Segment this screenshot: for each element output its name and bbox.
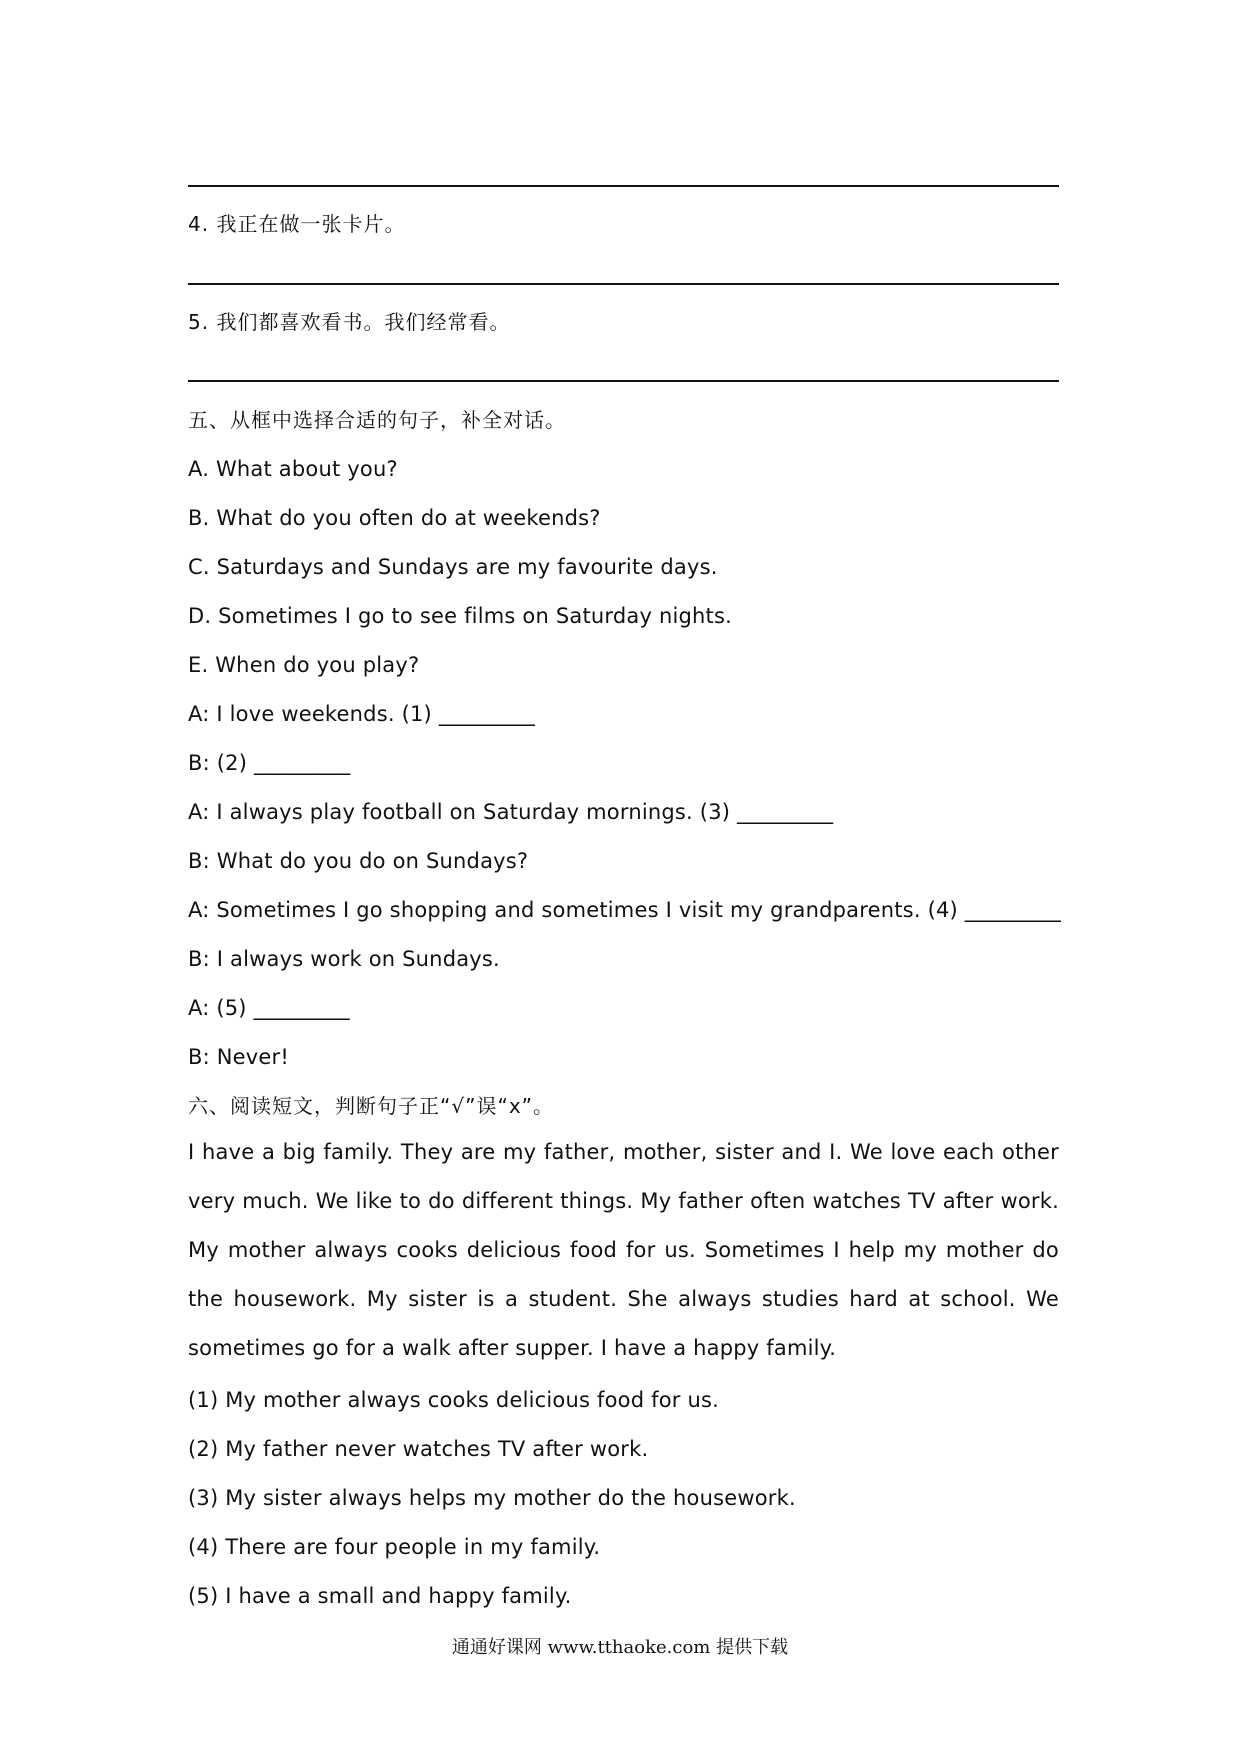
dialogue-line: B: Never! — [188, 1045, 289, 1069]
page-footer: 通通好课网 www.tthaoke.com 提供下载 — [451, 1637, 789, 1658]
dialogue-line: A: Sometimes I go shopping and sometimes I visit my grandparents. (4) _________ — [188, 898, 1062, 922]
statement-item: (5) I have a small and happy family. — [188, 1584, 572, 1608]
dialogue-line: B: (2) _________ — [188, 751, 351, 775]
answer-line — [188, 380, 1059, 382]
statement-item: (1) My mother always cooks delicious food for us. — [188, 1388, 719, 1412]
statement-item: (3) My sister always helps my mother do the housework. — [188, 1486, 796, 1510]
statement-item: (4) There are four people in my family. — [188, 1535, 601, 1559]
answer-line — [188, 185, 1059, 187]
dialogue-line: A: I always play football on Saturday mornings. (3) _________ — [188, 800, 834, 824]
answer-line — [188, 283, 1059, 285]
dialogue-line: A: (5) _________ — [188, 996, 350, 1020]
dialogue-line: A: I love weekends. (1) _________ — [188, 702, 536, 726]
option-item: B. What do you often do at weekends? — [188, 506, 601, 530]
option-item: A. What about you? — [188, 457, 398, 481]
option-item: E. When do you play? — [188, 653, 420, 677]
section-5-heading: 五、从框中选择合适的句子，补全对话。 — [188, 408, 566, 432]
option-item: D. Sometimes I go to see films on Saturday nights. — [188, 604, 732, 628]
statement-item: (2) My father never watches TV after work. — [188, 1437, 649, 1461]
section-6-heading: 六、阅读短文，判断句子正“√”误“x”。 — [188, 1094, 555, 1118]
dialogue-line: B: I always work on Sundays. — [188, 947, 500, 971]
translation-item-4: 4. 我正在做一张卡片。 — [188, 212, 406, 236]
dialogue-line: B: What do you do on Sundays? — [188, 849, 529, 873]
translation-item-5: 5. 我们都喜欢看书。我们经常看。 — [188, 310, 511, 334]
option-item: C. Saturdays and Sundays are my favourite days. — [188, 555, 718, 579]
reading-passage: I have a big family. They are my father, mother, sister and I. We love each other very much. We like to do different things. My father often watches TV after work. My mother always cooks delicious food for us. Sometimes I help my mother do the housework. My sister is a student. She always studies hard at school. We sometimes go for a walk after supper. I have a happy family. — [188, 1140, 1059, 1360]
